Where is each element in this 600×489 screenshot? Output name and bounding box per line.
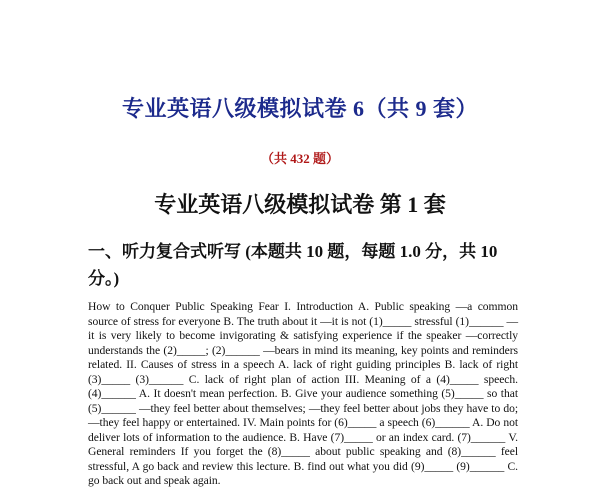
set-title: 专业英语八级模拟试卷 第 1 套 — [154, 192, 446, 217]
section-heading: 一、听力复合式听写 (本题共 10 题，每题 1.0 分，共 10 分。) — [88, 242, 498, 288]
question-count: （共 432 题） — [260, 151, 339, 166]
listening-passage: How to Conquer Public Speaking Fear I. Introduction A. Public speaking —a common source of stress for everyone B. The truth about it —it is not (1)_____ stressful (1)______ —it is very likely to become invigorating & satisfying experience if the speaker —correctly understands the (2)_____; (2)______ —bears in mind its meaning, key points and reminders related. II. Causes of stress in a speech A. lack of right guiding principles B. lack of right (3)_____ (3)______ C. lack of right plan of action III. Meaning of a (4)_____ speech. (4)______ A. It doesn't mean perfection. B. Give your audience something (5)_____ so that (5)______ —they feel better about themselves; —they feel better about jobs they have to do; —they feel happy or entertained. IV. Main points for (6)_____ a speech (6)______ A. Do not deliver lots of information to the audience. B. Have (7)_____ or an index card. (7)______ V. General reminders If you forget the (8)_____ about public speaking and (8)______ feel stressful, A go back and review this lecture. B. find out what you did (9)_____ (9)______ C. go back out and speak again. — [88, 300, 518, 487]
document-title: 专业英语八级模拟试卷 6（共 9 套） — [121, 96, 478, 121]
